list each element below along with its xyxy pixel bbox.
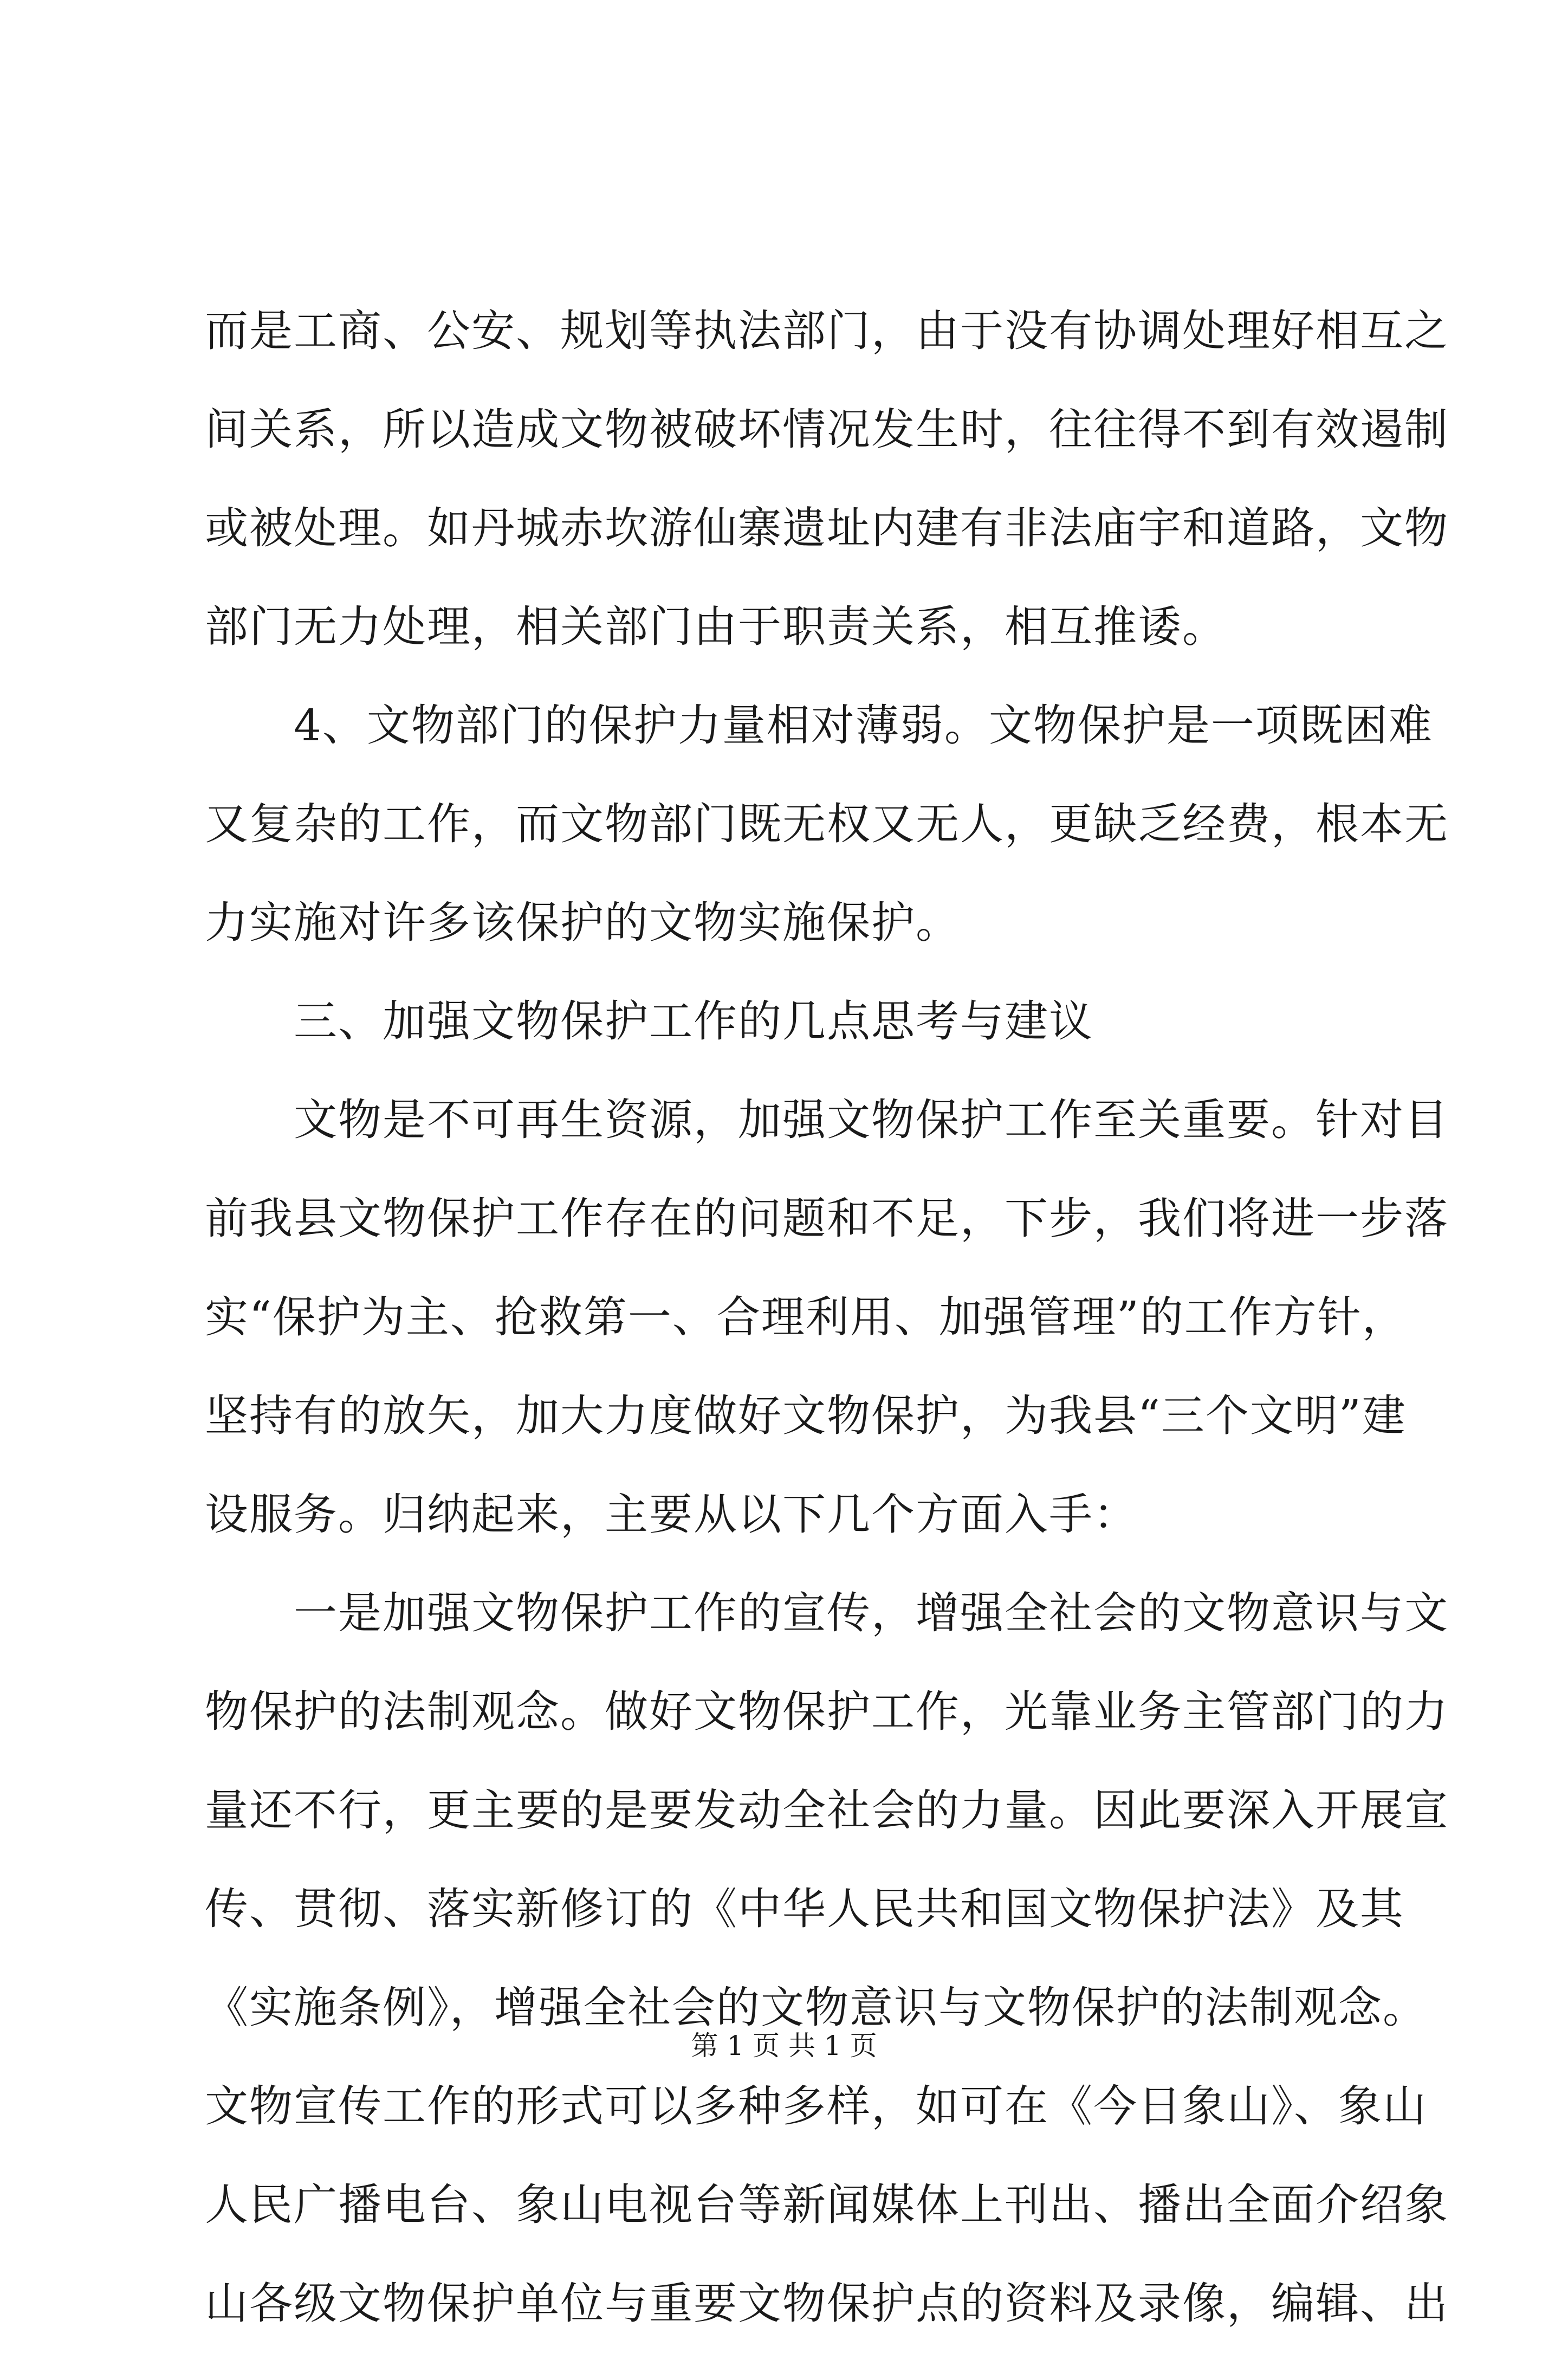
paragraph-start-line: 文物是不可再生资源，加强文物保护工作至关重要。针对目 [294, 1095, 1449, 1145]
text-line: 部门无力处理，相关部门由于职责关系，相互推诿。 [205, 602, 1227, 652]
text-line: 人民广播电台、象山电视台等新闻媒体上刊出、播出全面介绍象 [205, 2180, 1449, 2230]
text-line: 文物宣传工作的形式可以多种多样，如可在《今日象山》、象山 [205, 2081, 1427, 2131]
text-line: 间关系，所以造成文物被破坏情况发生时，往往得不到有效遏制 [205, 404, 1449, 455]
text-line: 坚持有的放矢，加大力度做好文物保护，为我县“三个文明”建 [205, 1391, 1407, 1441]
text-line: 《实施条例》，增强全社会的文物意识与文物保护的法制观念。 [205, 1982, 1427, 2033]
paragraph-start-line: 一是加强文物保护工作的宣传，增强全社会的文物意识与文 [294, 1588, 1449, 1638]
text-line: 而是工商、公安、规划等执法部门，由于没有协调处理好相互之 [205, 306, 1449, 356]
section-heading: 三、加强文物保护工作的几点思考与建议 [294, 996, 1093, 1046]
text-line: 山各级文物保护单位与重要文物保护点的资料及录像，编辑、出 [205, 2278, 1449, 2329]
text-line: 或被处理。如丹城赤坎游仙寨遗址内建有非法庙宇和道路，文物 [205, 503, 1449, 553]
text-line: 又复杂的工作，而文物部门既无权又无人，更缺乏经费，根本无 [205, 799, 1449, 849]
text-line: 力实施对许多该保护的文物实施保护。 [205, 897, 960, 948]
text-line: 量还不行，更主要的是要发动全社会的力量。因此要深入开展宣 [205, 1785, 1449, 1835]
text-line: 前我县文物保护工作存在的问题和不足，下步，我们将进一步落 [205, 1193, 1449, 1244]
text-line: 设服务。归纳起来，主要从以下几个方面入手： [205, 1489, 1138, 1540]
page-footer: 第 1 页 共 1 页 [691, 2030, 877, 2061]
paragraph-start-line: 4、文物部门的保护力量相对薄弱。文物保护是一项既困难 [294, 700, 1433, 751]
text-line: 实“保护为主、抢救第一、合理利用、加强管理”的工作方针， [205, 1292, 1407, 1342]
text-line: 传、贯彻、落实新修订的《中华人民共和国文物保护法》及其 [205, 1884, 1404, 1934]
text-line: 物保护的法制观念。做好文物保护工作，光靠业务主管部门的力 [205, 1686, 1449, 1737]
